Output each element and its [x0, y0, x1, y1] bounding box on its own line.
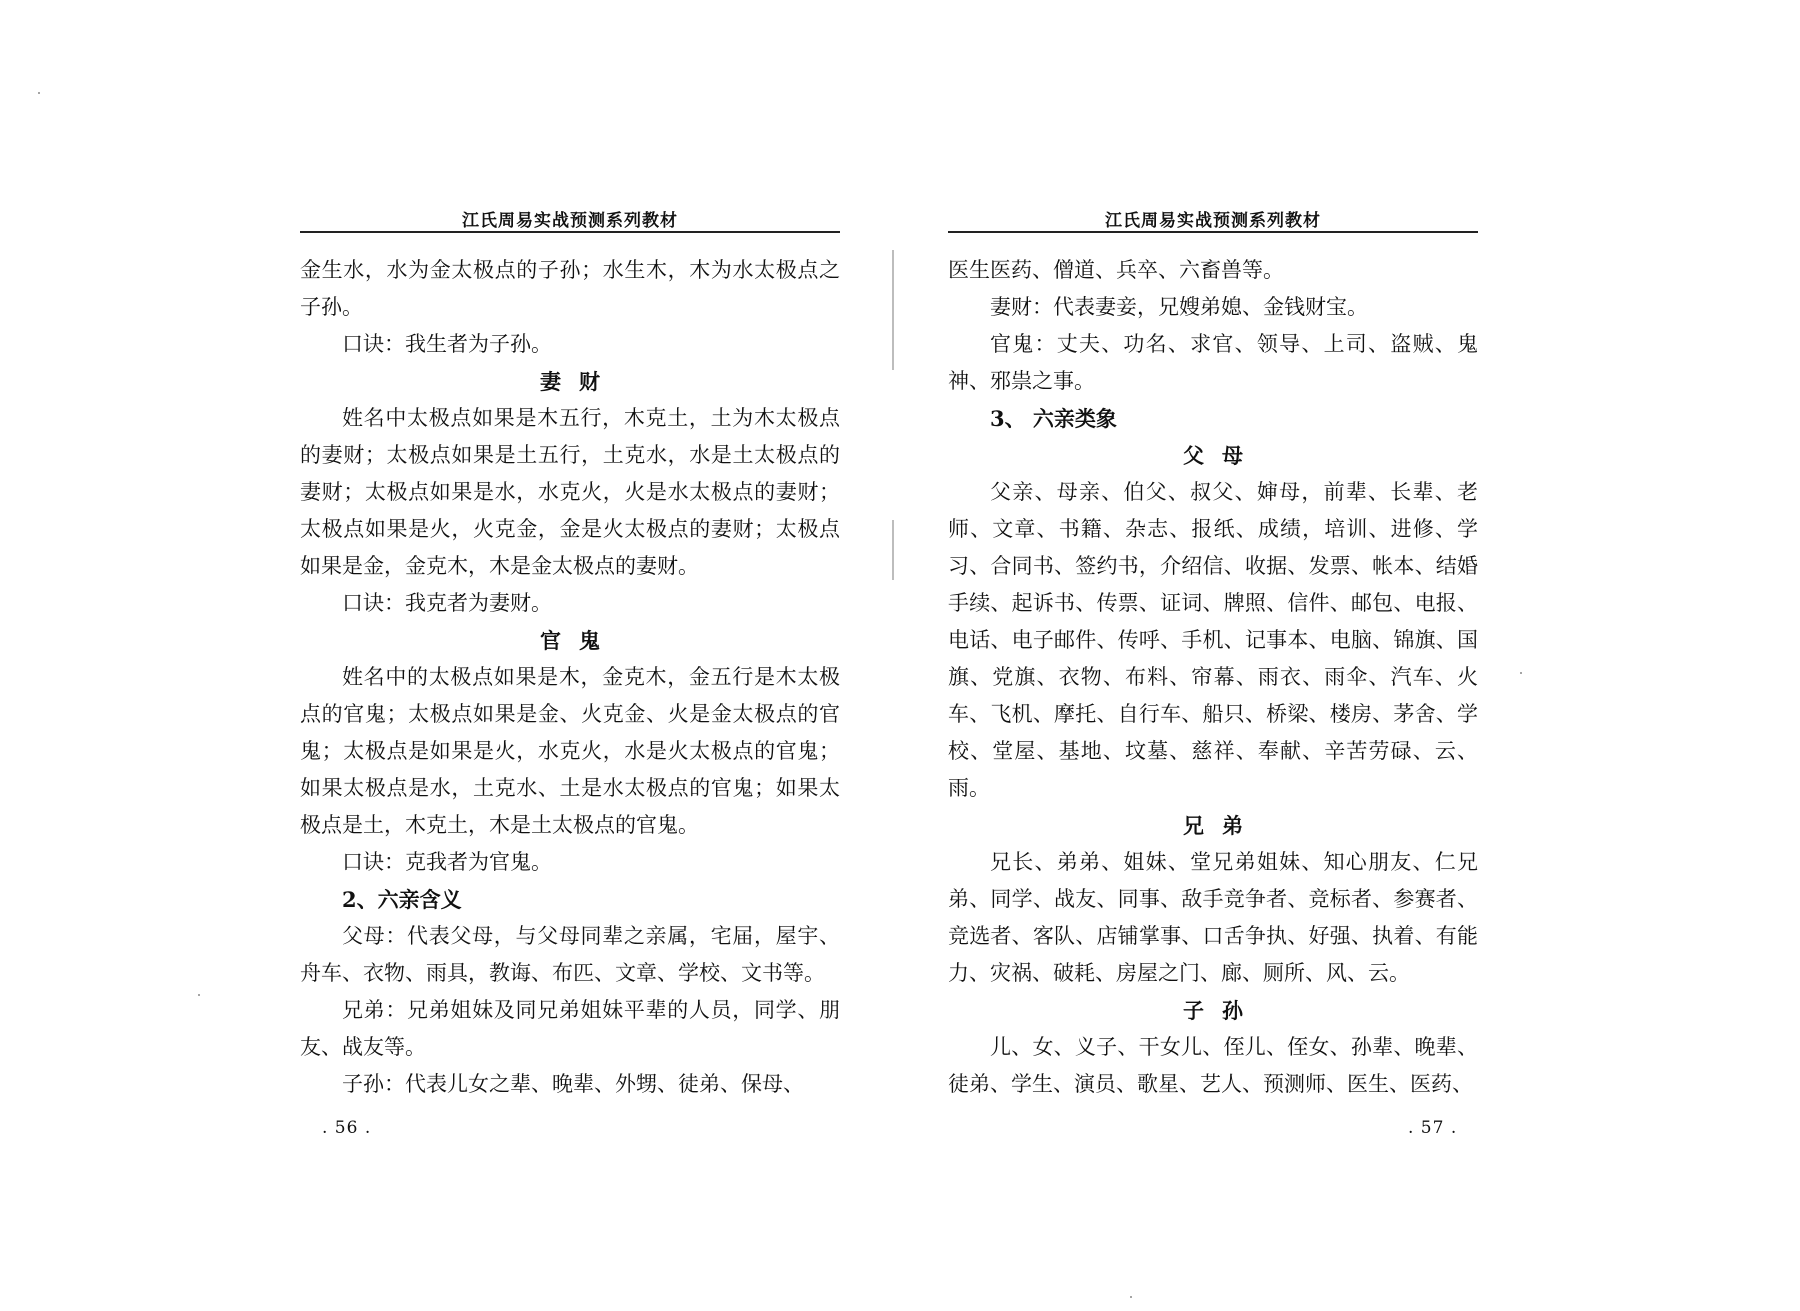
section-heading-fumu: 父母 [1183, 443, 1261, 468]
right-page-number: . 57 . [1408, 1118, 1458, 1138]
right-body-text [948, 252, 1478, 1103]
paragraph: 子孙：代表儿女之辈、晚辈、外甥、徒弟、保母、 [342, 1072, 804, 1096]
mnemonic: 口诀：我生者为子孙。 [342, 332, 552, 356]
scan-speck [38, 92, 40, 94]
gutter-shadow [892, 250, 894, 370]
paragraph: 儿、女、义子、干女儿、侄儿、侄女、孙辈、晚辈、徒弟、学生、演员、歌星、艺人、预测师、医生、医药、 [948, 1035, 1478, 1096]
section-heading-zisun: 子孙 [1183, 998, 1261, 1023]
left-page-number: . 56 . [322, 1118, 372, 1138]
section-heading-guangui: 官鬼 [540, 628, 618, 653]
mnemonic: 口诀：我克者为妻财。 [342, 591, 552, 615]
scan-speck [1520, 672, 1522, 674]
paragraph: 官鬼：丈夫、功名、求官、领导、上司、盗贼、鬼神、邪祟之事。 [948, 332, 1478, 393]
right-page [948, 0, 1478, 1311]
scan-speck [198, 994, 200, 996]
gutter-shadow [892, 520, 894, 580]
paragraph: 兄弟：兄弟姐妹及同兄弟姐妹平辈的人员，同学、朋友、战友等。 [300, 998, 840, 1059]
paragraph: 姓名中太极点如果是木五行，木克土，土为木太极点的妻财；太极点如果是土五行，土克水，水是土太极点的妻财；太极点如果是水，水克火，火是水太极点的妻财；太极点如果是火，火克金，金是火太极点的妻财；太极点如果是金，金克木，木是金太极点的妻财。 [300, 406, 840, 578]
left-page [300, 0, 840, 1311]
left-header-rule [300, 231, 840, 233]
mnemonic: 口诀：克我者为官鬼。 [342, 850, 552, 874]
paragraph: 姓名中的太极点如果是木，金克木，金五行是木太极点的官鬼；太极点如果是金、火克金、火是金太极点的官鬼；太极点是如果是火，水克火，水是火太极点的官鬼；如果太极点是水，土克水、土是水太极点的官鬼；如果太极点是土，木克土，木是土太极点的官鬼。 [300, 665, 840, 837]
paragraph: 父母：代表父母，与父母同辈之亲属，宅届，屋宇、舟车、衣物、雨具，教诲、布匹、文章、学校、文书等。 [300, 924, 840, 985]
right-header-rule [948, 231, 1478, 233]
scan-speck [1130, 1296, 1132, 1298]
paragraph: 金生水，水为金太极点的子孙；水生木，木为水太极点之子孙。 [300, 258, 840, 319]
right-running-head: 江氏周易实战预测系列教材 [1105, 211, 1321, 231]
left-body-text [300, 252, 840, 1103]
paragraph: 兄长、弟弟、姐妹、堂兄弟姐妹、知心朋友、仁兄弟、同学、战友、同事、敌手竞争者、竞标者、参赛者、竞选者、客队、店铺掌事、口舌争执、好强、执着、有能力、灾祸、破耗、房屋之门、廊、厕所、风、云。 [948, 850, 1478, 985]
left-running-head: 江氏周易实战预测系列教材 [462, 211, 678, 231]
subsection-heading: 2、六亲含义 [342, 887, 462, 912]
section-heading-qicai: 妻财 [540, 369, 618, 394]
paragraph: 父亲、母亲、伯父、叔父、婶母，前辈、长辈、老师、文章、书籍、杂志、报纸、成绩，培训、进修、学习、合同书、签约书，介绍信、收据、发票、帐本、结婚手续、起诉书、传票、证词、牌照、信件、邮包、电报、电话、电子邮件、传呼、手机、记事本、电脑、锦旗、国旗、党旗、衣物、布料、帘幕、雨衣、雨伞、汽车、火车、飞机、摩托、自行车、船只、桥梁、楼房、茅舍、学校、堂屋、基地、坟墓、慈祥、奉献、辛苦劳碌、云、雨。 [948, 480, 1478, 800]
subsection-heading: 3、 六亲类象 [990, 406, 1117, 431]
section-heading-xiongdi: 兄弟 [1183, 813, 1261, 838]
paragraph: 医生医药、僧道、兵卒、六畜兽等。 [948, 258, 1284, 282]
paragraph: 妻财：代表妻妾，兄嫂弟媳、金钱财宝。 [990, 295, 1368, 319]
